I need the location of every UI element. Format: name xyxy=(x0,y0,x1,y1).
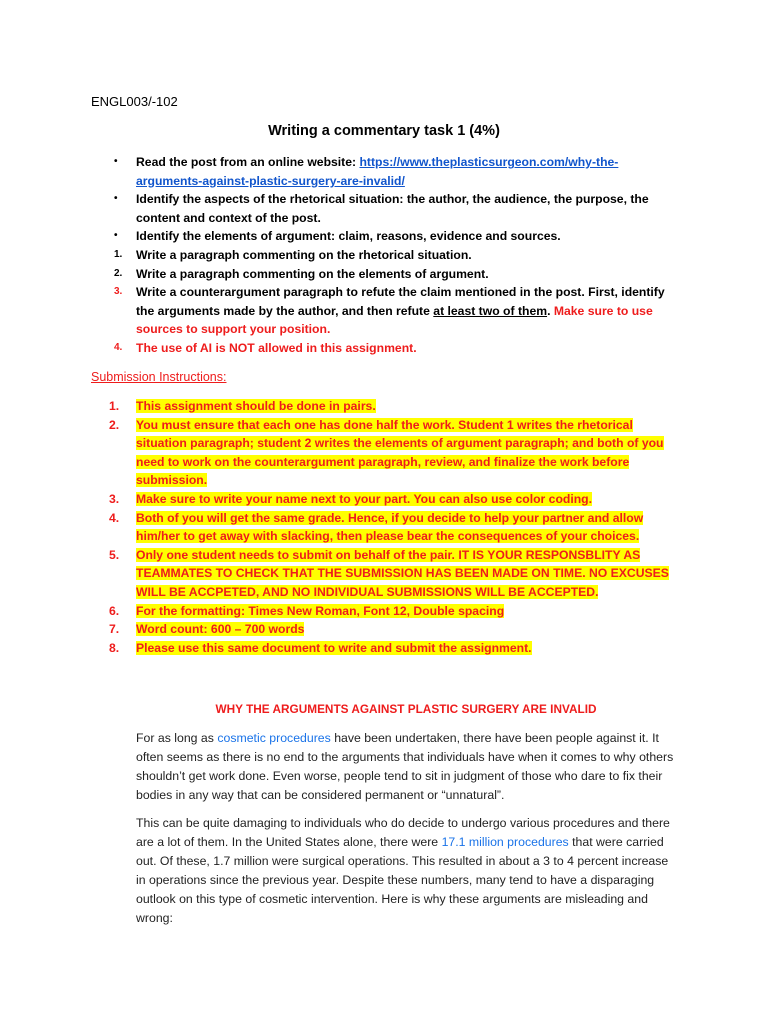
submission-heading: Submission Instructions: xyxy=(91,370,227,384)
task-list xyxy=(109,153,669,358)
list-number: 2. xyxy=(109,417,120,432)
list-number: 1. xyxy=(114,248,123,260)
list-item-text: Write a paragraph commenting on the rhetorical situation. xyxy=(136,247,472,262)
list-number: 8. xyxy=(109,640,120,655)
list-number: 1. xyxy=(109,399,120,413)
list-item xyxy=(109,509,669,546)
list-item xyxy=(109,190,669,227)
list-item xyxy=(109,546,669,602)
list-item-text: Only one student needs to submit on behalf of the pair. IT IS YOUR RESPONSBLITY AS TEAMMATES TO CHECK THAT THE SUBMISSION HAS BEEN MADE ON TIME. NO EXCUSES WILL BE ACCPETED, AND NO INDIVIDUAL SUBMISSIONS WILL BE ACCEPTED. xyxy=(136,547,669,599)
list-item-text: . xyxy=(547,303,554,318)
bullet-icon: • xyxy=(114,230,118,242)
bullet-icon: • xyxy=(114,156,118,167)
list-item xyxy=(109,246,669,265)
list-item-text: Write a paragraph commenting on the elements of argument. xyxy=(136,266,489,281)
article-paragraph-1 xyxy=(136,729,674,805)
page-title: Writing a commentary task 1 (4%) xyxy=(268,123,500,139)
list-number: 5. xyxy=(109,547,120,562)
list-item xyxy=(109,602,669,621)
list-item-text: Make sure to write your name next to your part. You can also use color coding. xyxy=(136,491,593,506)
list-number: 7. xyxy=(109,622,120,637)
list-item xyxy=(109,639,669,658)
list-item-text: Both of you will get the same grade. Hence, if you decide to help your partner and allow him/her to get away with slacking, then please bear the consequences of your choices. xyxy=(136,510,644,544)
list-item-text: Write a counterargument paragraph to refute the claim mentioned in the post. First, identify the arguments made by the author, and then refute xyxy=(136,285,665,318)
article-title: WHY THE ARGUMENTS AGAINST PLASTIC SURGERY ARE INVALID xyxy=(215,702,597,716)
list-item xyxy=(109,620,669,639)
list-number: 3. xyxy=(109,491,120,506)
list-item xyxy=(109,153,669,190)
list-item xyxy=(109,283,669,339)
list-item xyxy=(109,397,669,416)
list-item xyxy=(109,490,669,509)
read-post-label: Read the post from an online website: xyxy=(136,155,360,169)
list-number: 3. xyxy=(114,286,123,298)
paragraph-text: have been undertaken, there have been people against it. It often seems as there is no end to the arguments that individuals have when it comes to why others shouldn’t get work done. Even worse, people tend to sit in judgment of those who dare to fix their bodies in any way that can be considered permanent or “unnatural”. xyxy=(136,731,674,802)
list-item-text: You must ensure that each one has done half the work. Student 1 writes the rhetorical situation paragraph; student 2 writes the elements of argument paragraph; and both of you need to work on the counterargument paragraph, review, and finalize the work before submission. xyxy=(136,417,664,488)
list-item xyxy=(109,227,669,246)
list-number: 4. xyxy=(114,341,123,353)
list-item-text: Identify the elements of argument: claim, reasons, evidence and sources. xyxy=(136,229,561,244)
submission-list xyxy=(109,397,669,657)
list-item xyxy=(109,339,669,358)
list-item xyxy=(109,265,669,284)
list-number: 4. xyxy=(109,510,120,525)
list-item-text: The use of AI is NOT allowed in this assignment. xyxy=(136,340,417,355)
list-item xyxy=(109,416,669,490)
paragraph-text: This can be quite damaging to individuals who do decide to undergo various procedures and there are a lot of them. In the United States alone, there were xyxy=(136,816,670,849)
list-item-text: Identify the aspects of the rhetorical situation: the author, the audience, the purpose, the content and context of the post. xyxy=(136,192,649,225)
post-link[interactable]: https://www.theplasticsurgeon.com/why-the-arguments-against-plastic-surgery-are-invalid/ xyxy=(136,155,619,188)
list-item-text: Please use this same document to write and submit the assignment. xyxy=(136,640,532,655)
list-item-text: Word count: 600 – 700 words xyxy=(136,622,305,637)
procedures-count-link[interactable]: 17.1 million procedures xyxy=(441,835,569,849)
list-item-text: This assignment should be done in pairs. xyxy=(136,399,376,413)
paragraph-text: For as long as xyxy=(136,731,218,745)
emphasis-text: Make sure to use sources to support your position. xyxy=(136,303,653,337)
cosmetic-procedures-link[interactable]: cosmetic procedures xyxy=(217,731,331,745)
underlined-text: at least two of them xyxy=(433,303,548,318)
list-item-text: For the formatting: Times New Roman, Font 12, Double spacing xyxy=(136,603,505,618)
list-number: 2. xyxy=(114,267,123,279)
article-paragraph-2 xyxy=(136,814,674,928)
bullet-icon: • xyxy=(114,193,118,205)
course-code: ENGL003/-102 xyxy=(91,94,178,109)
paragraph-text: that were carried out. Of these, 1.7 million were surgical operations. This resulted in about a 3 to 4 percent increase in operations since the previous year. Despite these numbers, many tend to have a disparaging outlook on this type of cosmetic intervention. Here is why these arguments are misleading and wrong: xyxy=(136,835,669,925)
list-number: 6. xyxy=(109,603,120,618)
